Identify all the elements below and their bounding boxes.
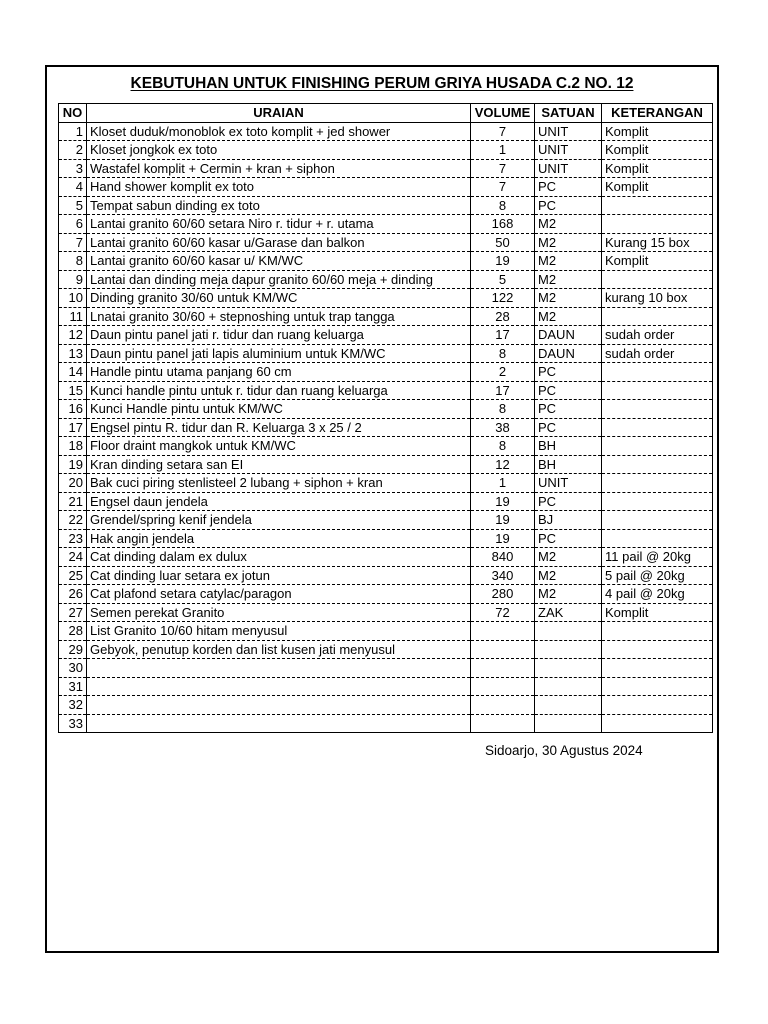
table-row [59,677,713,696]
cell-no: 16 [59,400,87,419]
cell-no: 9 [59,270,87,289]
cell-no: 25 [59,566,87,585]
table-row [59,474,713,493]
cell-keterangan [602,714,713,733]
cell-satuan: UNIT [535,122,602,141]
cell-volume: 17 [471,381,535,400]
cell-no: 23 [59,529,87,548]
cell-uraian: Lantai dan dinding meja dapur granito 60/60 meja + dinding [87,270,471,289]
cell-uraian: Engsel daun jendela [87,492,471,511]
cell-satuan: M2 [535,215,602,234]
cell-satuan: BH [535,455,602,474]
cell-volume [471,659,535,678]
cell-volume [471,677,535,696]
cell-volume: 38 [471,418,535,437]
cell-keterangan: Kurang 15 box [602,233,713,252]
cell-uraian: Kunci handle pintu untuk r. tidur dan ruang keluarga [87,381,471,400]
table-row [59,196,713,215]
cell-uraian: Daun pintu panel jati lapis aluminium untuk KM/WC [87,344,471,363]
cell-no: 33 [59,714,87,733]
table-row [59,659,713,678]
cell-no: 18 [59,437,87,456]
cell-no: 30 [59,659,87,678]
cell-no: 27 [59,603,87,622]
materials-table [58,103,713,733]
cell-uraian: Gebyok, penutup korden dan list kusen jati menyusul [87,640,471,659]
table-row [59,622,713,641]
cell-uraian: Tempat sabun dinding ex toto [87,196,471,215]
cell-volume: 280 [471,585,535,604]
cell-keterangan [602,215,713,234]
cell-volume [471,640,535,659]
cell-volume: 340 [471,566,535,585]
document-sheet [45,65,719,953]
cell-uraian: Engsel pintu R. tidur dan R. Keluarga 3 x 25 / 2 [87,418,471,437]
cell-volume: 7 [471,122,535,141]
cell-satuan: DAUN [535,326,602,345]
cell-uraian: Cat plafond setara catylac/paragon [87,585,471,604]
table-row [59,511,713,530]
table-row [59,548,713,567]
cell-keterangan: 5 pail @ 20kg [602,566,713,585]
cell-uraian: Lantai granito 60/60 setara Niro r. tidur + r. utama [87,215,471,234]
cell-keterangan [602,400,713,419]
table-row [59,529,713,548]
cell-satuan: ZAK [535,603,602,622]
cell-no: 1 [59,122,87,141]
cell-satuan: M2 [535,289,602,308]
table-row [59,326,713,345]
cell-uraian: Semen perekat Granito [87,603,471,622]
cell-keterangan: Komplit [602,603,713,622]
cell-keterangan [602,511,713,530]
table-row [59,344,713,363]
cell-no: 5 [59,196,87,215]
cell-uraian: List Granito 10/60 hitam menyusul [87,622,471,641]
cell-volume: 8 [471,437,535,456]
cell-keterangan: 11 pail @ 20kg [602,548,713,567]
cell-volume: 19 [471,529,535,548]
document-title [47,75,717,93]
cell-volume: 1 [471,474,535,493]
cell-satuan: M2 [535,233,602,252]
cell-keterangan [602,474,713,493]
cell-keterangan [602,270,713,289]
table-row [59,233,713,252]
cell-keterangan: Komplit [602,159,713,178]
cell-volume [471,622,535,641]
cell-volume: 72 [471,603,535,622]
cell-keterangan: 4 pail @ 20kg [602,585,713,604]
cell-volume: 19 [471,252,535,271]
cell-satuan: M2 [535,270,602,289]
cell-keterangan: Komplit [602,141,713,160]
cell-satuan [535,640,602,659]
cell-no: 19 [59,455,87,474]
cell-no: 22 [59,511,87,530]
cell-uraian: Lantai granito 60/60 kasar u/Garase dan balkon [87,233,471,252]
header-no: NO [59,104,87,123]
cell-no: 6 [59,215,87,234]
cell-volume: 8 [471,344,535,363]
cell-volume: 50 [471,233,535,252]
cell-keterangan [602,196,713,215]
cell-keterangan [602,437,713,456]
cell-satuan: DAUN [535,344,602,363]
cell-volume: 122 [471,289,535,308]
table-body [59,122,713,733]
cell-no: 7 [59,233,87,252]
cell-keterangan [602,492,713,511]
cell-uraian: Grendel/spring kenif jendela [87,511,471,530]
cell-no: 12 [59,326,87,345]
cell-keterangan [602,381,713,400]
cell-satuan [535,696,602,715]
cell-keterangan [602,529,713,548]
table-row [59,585,713,604]
cell-keterangan [602,622,713,641]
cell-keterangan [602,418,713,437]
cell-no: 15 [59,381,87,400]
cell-no: 24 [59,548,87,567]
table-row [59,363,713,382]
cell-uraian: Kloset jongkok ex toto [87,141,471,160]
table-row [59,159,713,178]
cell-uraian: Lnatai granito 30/60 + stepnoshing untuk trap tangga [87,307,471,326]
cell-uraian: Lantai granito 60/60 kasar u/ KM/WC [87,252,471,271]
cell-satuan [535,714,602,733]
cell-no: 17 [59,418,87,437]
cell-uraian: Hand shower komplit ex toto [87,178,471,197]
cell-uraian [87,714,471,733]
cell-no: 32 [59,696,87,715]
header-volume: VOLUME [471,104,535,123]
cell-no: 20 [59,474,87,493]
table-row [59,215,713,234]
cell-uraian: Hak angin jendela [87,529,471,548]
cell-satuan: M2 [535,585,602,604]
cell-volume: 168 [471,215,535,234]
cell-uraian: Cat dinding luar setara ex jotun [87,566,471,585]
cell-uraian: Cat dinding dalam ex dulux [87,548,471,567]
table-row [59,603,713,622]
cell-no: 21 [59,492,87,511]
cell-satuan: PC [535,418,602,437]
cell-volume: 19 [471,511,535,530]
cell-satuan: UNIT [535,159,602,178]
cell-no: 13 [59,344,87,363]
table-row [59,566,713,585]
table-row [59,307,713,326]
cell-satuan [535,677,602,696]
cell-satuan: M2 [535,566,602,585]
cell-uraian: Daun pintu panel jati r. tidur dan ruang keluarga [87,326,471,345]
cell-uraian: Kran dinding setara san EI [87,455,471,474]
cell-volume [471,696,535,715]
table-header-row [59,104,713,123]
cell-volume [471,714,535,733]
table-row [59,178,713,197]
cell-keterangan [602,640,713,659]
table-row [59,122,713,141]
header-satuan: SATUAN [535,104,602,123]
table-row [59,418,713,437]
cell-volume: 12 [471,455,535,474]
cell-satuan: PC [535,492,602,511]
cell-uraian: Bak cuci piring stenlisteel 2 lubang + siphon + kran [87,474,471,493]
cell-uraian: Dinding granito 30/60 untuk KM/WC [87,289,471,308]
cell-satuan: BH [535,437,602,456]
cell-keterangan: Komplit [602,178,713,197]
cell-uraian: Handle pintu utama panjang 60 cm [87,363,471,382]
cell-no: 2 [59,141,87,160]
cell-no: 26 [59,585,87,604]
cell-keterangan: kurang 10 box [602,289,713,308]
table-row [59,270,713,289]
cell-no: 14 [59,363,87,382]
cell-volume: 17 [471,326,535,345]
cell-uraian [87,677,471,696]
cell-volume: 8 [471,400,535,419]
table-row [59,381,713,400]
cell-no: 4 [59,178,87,197]
cell-no: 29 [59,640,87,659]
cell-no: 3 [59,159,87,178]
cell-volume: 8 [471,196,535,215]
cell-uraian [87,696,471,715]
cell-uraian: Kloset duduk/monoblok ex toto komplit + jed shower [87,122,471,141]
table-row [59,289,713,308]
cell-satuan: BJ [535,511,602,530]
cell-volume: 7 [471,159,535,178]
cell-volume: 19 [471,492,535,511]
cell-satuan: PC [535,178,602,197]
cell-keterangan [602,659,713,678]
cell-uraian: Kunci Handle pintu untuk KM/WC [87,400,471,419]
header-keterangan: KETERANGAN [602,104,713,123]
place-date: Sidoarjo, 30 Agustus 2024 [485,743,643,758]
cell-keterangan [602,455,713,474]
cell-keterangan: sudah order [602,326,713,345]
cell-satuan: M2 [535,548,602,567]
cell-keterangan [602,677,713,696]
cell-volume: 840 [471,548,535,567]
cell-uraian: Wastafel komplit + Cermin + kran + siphon [87,159,471,178]
cell-volume: 28 [471,307,535,326]
header-uraian: URAIAN [87,104,471,123]
cell-keterangan [602,363,713,382]
cell-satuan: PC [535,196,602,215]
cell-keterangan: Komplit [602,252,713,271]
document-title-text: KEBUTUHAN UNTUK FINISHING PERUM GRIYA HUSADA C.2 NO. 12 [130,75,634,92]
cell-volume: 2 [471,363,535,382]
cell-no: 28 [59,622,87,641]
cell-satuan [535,659,602,678]
table-row [59,141,713,160]
cell-uraian: Floor draint mangkok untuk KM/WC [87,437,471,456]
cell-no: 11 [59,307,87,326]
cell-volume: 5 [471,270,535,289]
cell-satuan: UNIT [535,141,602,160]
cell-no: 8 [59,252,87,271]
table-row [59,455,713,474]
cell-satuan: M2 [535,252,602,271]
cell-keterangan: sudah order [602,344,713,363]
cell-satuan: M2 [535,307,602,326]
table-row [59,696,713,715]
cell-satuan: PC [535,381,602,400]
cell-no: 10 [59,289,87,308]
table-row [59,640,713,659]
table-row [59,492,713,511]
cell-satuan: PC [535,363,602,382]
table-row [59,400,713,419]
cell-keterangan [602,696,713,715]
table-row [59,714,713,733]
cell-satuan: PC [535,529,602,548]
cell-satuan: UNIT [535,474,602,493]
cell-volume: 7 [471,178,535,197]
cell-keterangan [602,307,713,326]
cell-volume: 1 [471,141,535,160]
table-row [59,252,713,271]
cell-uraian [87,659,471,678]
table-row [59,437,713,456]
cell-satuan: PC [535,400,602,419]
cell-no: 31 [59,677,87,696]
cell-satuan [535,622,602,641]
cell-keterangan: Komplit [602,122,713,141]
